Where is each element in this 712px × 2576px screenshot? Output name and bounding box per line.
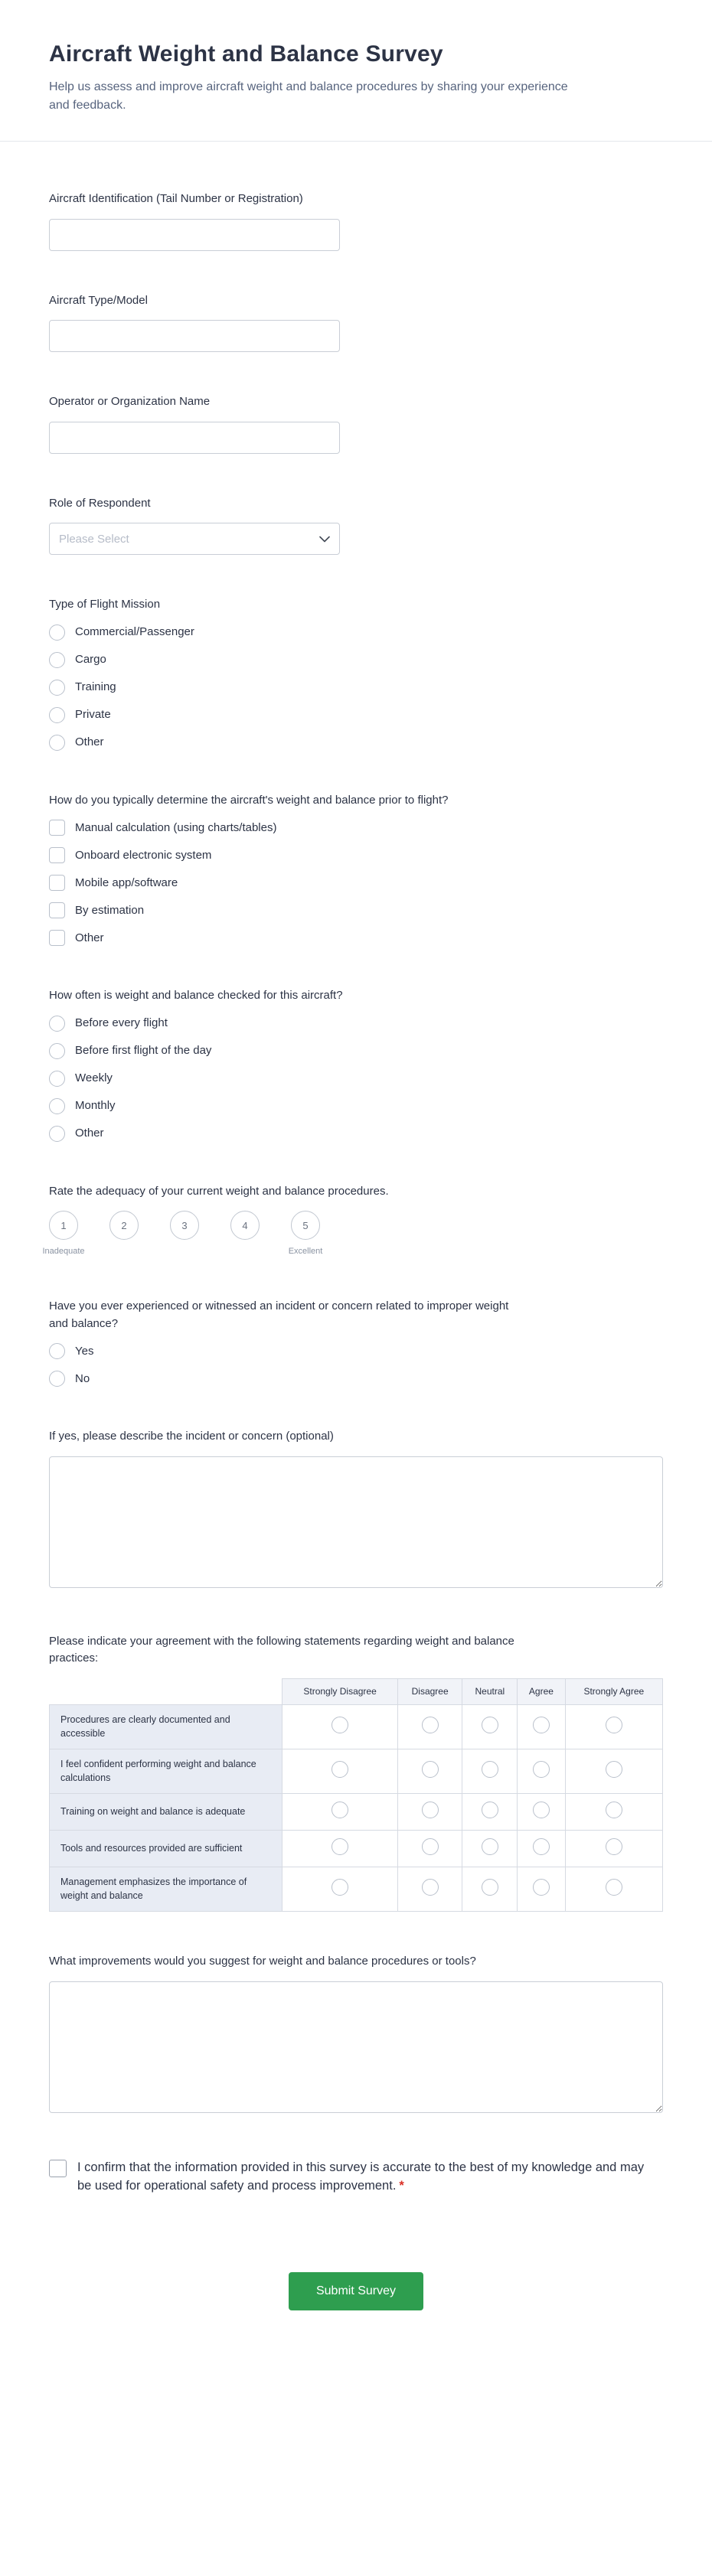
checkbox-option-manual-calculation[interactable]: [49, 820, 663, 836]
radio-icon: [422, 1761, 439, 1778]
question-aircraft-type: [49, 292, 663, 353]
matrix-cell-r3c3[interactable]: [462, 1794, 518, 1831]
form-header: [0, 0, 712, 115]
radio-icon: [49, 652, 65, 668]
rating-button-2[interactable]: 2: [109, 1211, 139, 1240]
radio-icon: [49, 1343, 65, 1359]
rating-button-4[interactable]: 4: [230, 1211, 260, 1240]
radio-icon: [482, 1761, 498, 1778]
rating-item-3: [170, 1211, 199, 1257]
matrix-cell-r2c1[interactable]: [283, 1749, 397, 1794]
matrix-cell-r5c2[interactable]: [397, 1867, 462, 1912]
submit-area: [49, 2272, 663, 2379]
question-determine-method: [49, 792, 663, 947]
matrix-cell-r1c5[interactable]: [565, 1705, 662, 1749]
matrix-cell-r3c1[interactable]: [283, 1794, 397, 1831]
radio-option-mission-training[interactable]: [49, 680, 663, 696]
field-label-determine-method: How do you typically determine the aircraft's weight and balance prior to flight?: [49, 793, 449, 807]
radio-icon: [49, 1043, 65, 1059]
matrix-row-procedures-documented: [50, 1705, 663, 1749]
radio-icon: [482, 1838, 498, 1855]
matrix-header-row: [50, 1678, 663, 1705]
matrix-cell-r2c4[interactable]: [518, 1749, 565, 1794]
matrix-row-label: I feel confident performing weight and balance calculations: [50, 1749, 283, 1794]
option-label: Commercial/Passenger: [75, 625, 194, 639]
matrix-cell-r5c3[interactable]: [462, 1867, 518, 1912]
radio-icon: [533, 1879, 550, 1896]
confirmation-label-text: I confirm that the information provided in this survey is accurate to the best of my knowledge and may be used for operational safety and process improvement.: [77, 2160, 645, 2193]
improvements-textarea[interactable]: [49, 1981, 663, 2113]
radio-icon: [482, 1717, 498, 1733]
radio-icon: [482, 1879, 498, 1896]
page-subtitle: Help us assess and improve aircraft weight and balance procedures by sharing your experience and feedback.: [49, 80, 568, 112]
rating-button-1[interactable]: 1: [49, 1211, 78, 1240]
field-label-operator-name: Operator or Organization Name: [49, 395, 211, 408]
field-label-adequacy-rating: Rate the adequacy of your current weight and balance procedures.: [49, 1184, 389, 1198]
radio-icon: [49, 1371, 65, 1387]
matrix-row-confident-calculations: [50, 1749, 663, 1794]
option-label: Before first flight of the day: [75, 1044, 212, 1058]
radio-option-frequency-monthly[interactable]: [49, 1098, 663, 1114]
matrix-corner-cell: [50, 1678, 283, 1705]
role-select-placeholder: Please Select: [59, 532, 129, 546]
matrix-cell-r5c5[interactable]: [565, 1867, 662, 1912]
matrix-row-tools-sufficient: [50, 1831, 663, 1867]
checkbox-icon: [49, 875, 65, 891]
matrix-cell-r1c4[interactable]: [518, 1705, 565, 1749]
submit-button[interactable]: Submit Survey: [289, 2272, 423, 2310]
radio-option-frequency-other[interactable]: [49, 1126, 663, 1142]
checkbox-icon: [49, 847, 65, 863]
field-label-agreement-matrix: Please indicate your agreement with the following statements regarding weight and balance practices:: [49, 1634, 514, 1665]
radio-icon: [49, 1098, 65, 1114]
matrix-cell-r1c1[interactable]: [283, 1705, 397, 1749]
incident-description-textarea[interactable]: [49, 1456, 663, 1588]
radio-icon: [49, 707, 65, 723]
radio-icon: [332, 1802, 348, 1818]
checkbox-icon: [49, 930, 65, 946]
matrix-col-header-agree: Agree: [518, 1678, 565, 1705]
radio-icon: [49, 680, 65, 696]
question-flight-mission: [49, 596, 663, 751]
question-operator-name: [49, 393, 663, 454]
radio-icon: [606, 1717, 622, 1733]
rating-scale: [42, 1211, 663, 1257]
checkbox-icon: [49, 2160, 67, 2177]
matrix-row-label: Procedures are clearly documented and accessible: [50, 1705, 283, 1749]
option-label: Other: [75, 735, 104, 749]
option-label: Onboard electronic system: [75, 848, 212, 862]
matrix-cell-r4c3[interactable]: [462, 1831, 518, 1867]
aircraft-type-input[interactable]: [49, 320, 340, 352]
radio-icon: [332, 1838, 348, 1855]
confirmation-checkbox-option[interactable]: [49, 2158, 663, 2196]
radio-icon: [533, 1761, 550, 1778]
matrix-row-training-adequate: [50, 1794, 663, 1831]
rating-item-5: [288, 1211, 323, 1257]
matrix-cell-r2c3[interactable]: [462, 1749, 518, 1794]
aircraft-identification-input[interactable]: [49, 219, 340, 251]
radio-icon: [422, 1802, 439, 1818]
radio-icon: [49, 735, 65, 751]
rating-button-5[interactable]: 5: [291, 1211, 320, 1240]
rating-button-3[interactable]: 3: [170, 1211, 199, 1240]
radio-icon: [606, 1838, 622, 1855]
radio-icon: [606, 1802, 622, 1818]
checkbox-icon: [49, 902, 65, 918]
operator-name-input[interactable]: [49, 422, 340, 454]
form-body: [0, 142, 712, 2379]
field-label-aircraft-identification: Aircraft Identification (Tail Number or Registration): [49, 192, 303, 205]
option-label: Manual calculation (using charts/tables): [75, 820, 277, 834]
matrix-cell-r5c4[interactable]: [518, 1867, 565, 1912]
field-label-check-frequency: How often is weight and balance checked for this aircraft?: [49, 989, 343, 1002]
rating-item-2: [109, 1211, 139, 1257]
checkbox-option-estimation[interactable]: [49, 902, 663, 918]
matrix-col-header-strongly-disagree: Strongly Disagree: [283, 1678, 397, 1705]
option-label: Private: [75, 708, 111, 722]
matrix-cell-r1c3[interactable]: [462, 1705, 518, 1749]
agreement-matrix-table: [49, 1678, 663, 1912]
radio-icon: [422, 1838, 439, 1855]
option-label: Other: [75, 931, 104, 944]
matrix-cell-r2c2[interactable]: [397, 1749, 462, 1794]
matrix-row-label: Tools and resources provided are sufficient: [50, 1831, 283, 1867]
confirmation-label: [77, 2158, 652, 2196]
radio-icon: [533, 1717, 550, 1733]
option-label: Other: [75, 1127, 104, 1140]
rating-max-label: Excellent: [288, 1247, 323, 1256]
radio-icon: [533, 1802, 550, 1818]
radio-icon: [533, 1838, 550, 1855]
matrix-row-label: Management emphasizes the importance of weight and balance: [50, 1867, 283, 1912]
matrix-row-management-emphasis: [50, 1867, 663, 1912]
radio-option-frequency-every-flight[interactable]: [49, 1016, 663, 1032]
role-select[interactable]: [49, 523, 340, 555]
radio-icon: [422, 1717, 439, 1733]
matrix-col-header-strongly-agree: Strongly Agree: [565, 1678, 662, 1705]
field-label-aircraft-type: Aircraft Type/Model: [49, 293, 148, 307]
option-label: No: [75, 1371, 90, 1385]
field-label-incident-description: If yes, please describe the incident or concern (optional): [49, 1430, 334, 1443]
question-role: [49, 495, 663, 556]
option-label: By estimation: [75, 903, 145, 917]
option-label: Mobile app/software: [75, 876, 178, 889]
field-label-role: Role of Respondent: [49, 496, 151, 510]
matrix-cell-r3c2[interactable]: [397, 1794, 462, 1831]
matrix-row-label: Training on weight and balance is adequate: [50, 1794, 283, 1831]
radio-icon: [49, 1126, 65, 1142]
question-adequacy-rating: [42, 1183, 663, 1257]
radio-option-frequency-weekly[interactable]: [49, 1071, 663, 1087]
option-label: Training: [75, 680, 116, 694]
field-label-flight-mission: Type of Flight Mission: [49, 598, 161, 611]
matrix-cell-r4c5[interactable]: [565, 1831, 662, 1867]
question-agreement-matrix: [49, 1633, 663, 1912]
option-label: Weekly: [75, 1071, 113, 1085]
radio-icon: [49, 1071, 65, 1087]
required-asterisk: *: [399, 2179, 404, 2193]
checkbox-icon: [49, 820, 65, 836]
matrix-cell-r5c1[interactable]: [283, 1867, 397, 1912]
matrix-cell-r1c2[interactable]: [397, 1705, 462, 1749]
radio-option-mission-cargo[interactable]: [49, 652, 663, 668]
radio-icon: [606, 1761, 622, 1778]
matrix-cell-r3c5[interactable]: [565, 1794, 662, 1831]
question-incident-description: [49, 1428, 663, 1592]
radio-option-incident-no[interactable]: [49, 1371, 663, 1387]
radio-icon: [49, 624, 65, 641]
option-label: Before every flight: [75, 1016, 168, 1030]
matrix-col-header-neutral: Neutral: [462, 1678, 518, 1705]
rating-item-1: [42, 1211, 85, 1257]
question-improvements: [49, 1953, 663, 2117]
chevron-down-icon: [319, 536, 330, 543]
question-check-frequency: [49, 987, 663, 1142]
matrix-col-header-disagree: Disagree: [397, 1678, 462, 1705]
matrix-cell-r3c4[interactable]: [518, 1794, 565, 1831]
matrix-cell-r4c2[interactable]: [397, 1831, 462, 1867]
page-title: Aircraft Weight and Balance Survey: [49, 41, 443, 67]
radio-icon: [482, 1802, 498, 1818]
radio-icon: [49, 1016, 65, 1032]
radio-option-mission-other[interactable]: [49, 735, 663, 751]
radio-option-frequency-first-flight[interactable]: [49, 1043, 663, 1059]
radio-option-mission-commercial[interactable]: [49, 624, 663, 641]
checkbox-option-onboard-electronic[interactable]: [49, 847, 663, 863]
option-label: Cargo: [75, 653, 106, 667]
matrix-cell-r4c1[interactable]: [283, 1831, 397, 1867]
radio-option-mission-private[interactable]: [49, 707, 663, 723]
radio-option-incident-yes[interactable]: [49, 1343, 663, 1359]
option-label: Yes: [75, 1344, 94, 1358]
checkbox-option-mobile-app[interactable]: [49, 875, 663, 891]
field-label-improvements: What improvements would you suggest for weight and balance procedures or tools?: [49, 1955, 476, 1968]
question-incident-experience: [49, 1298, 663, 1387]
radio-icon: [332, 1717, 348, 1733]
question-aircraft-identification: [49, 191, 663, 251]
rating-item-4: [230, 1211, 260, 1257]
radio-icon: [422, 1879, 439, 1896]
option-label: Monthly: [75, 1099, 116, 1113]
radio-icon: [606, 1879, 622, 1896]
radio-icon: [332, 1761, 348, 1778]
checkbox-option-determine-other[interactable]: [49, 930, 663, 946]
rating-min-label: Inadequate: [42, 1247, 85, 1256]
field-label-incident-experience: Have you ever experienced or witnessed an incident or concern related to improper weight and balance?: [49, 1299, 509, 1330]
matrix-cell-r2c5[interactable]: [565, 1749, 662, 1794]
radio-icon: [332, 1879, 348, 1896]
matrix-cell-r4c4[interactable]: [518, 1831, 565, 1867]
